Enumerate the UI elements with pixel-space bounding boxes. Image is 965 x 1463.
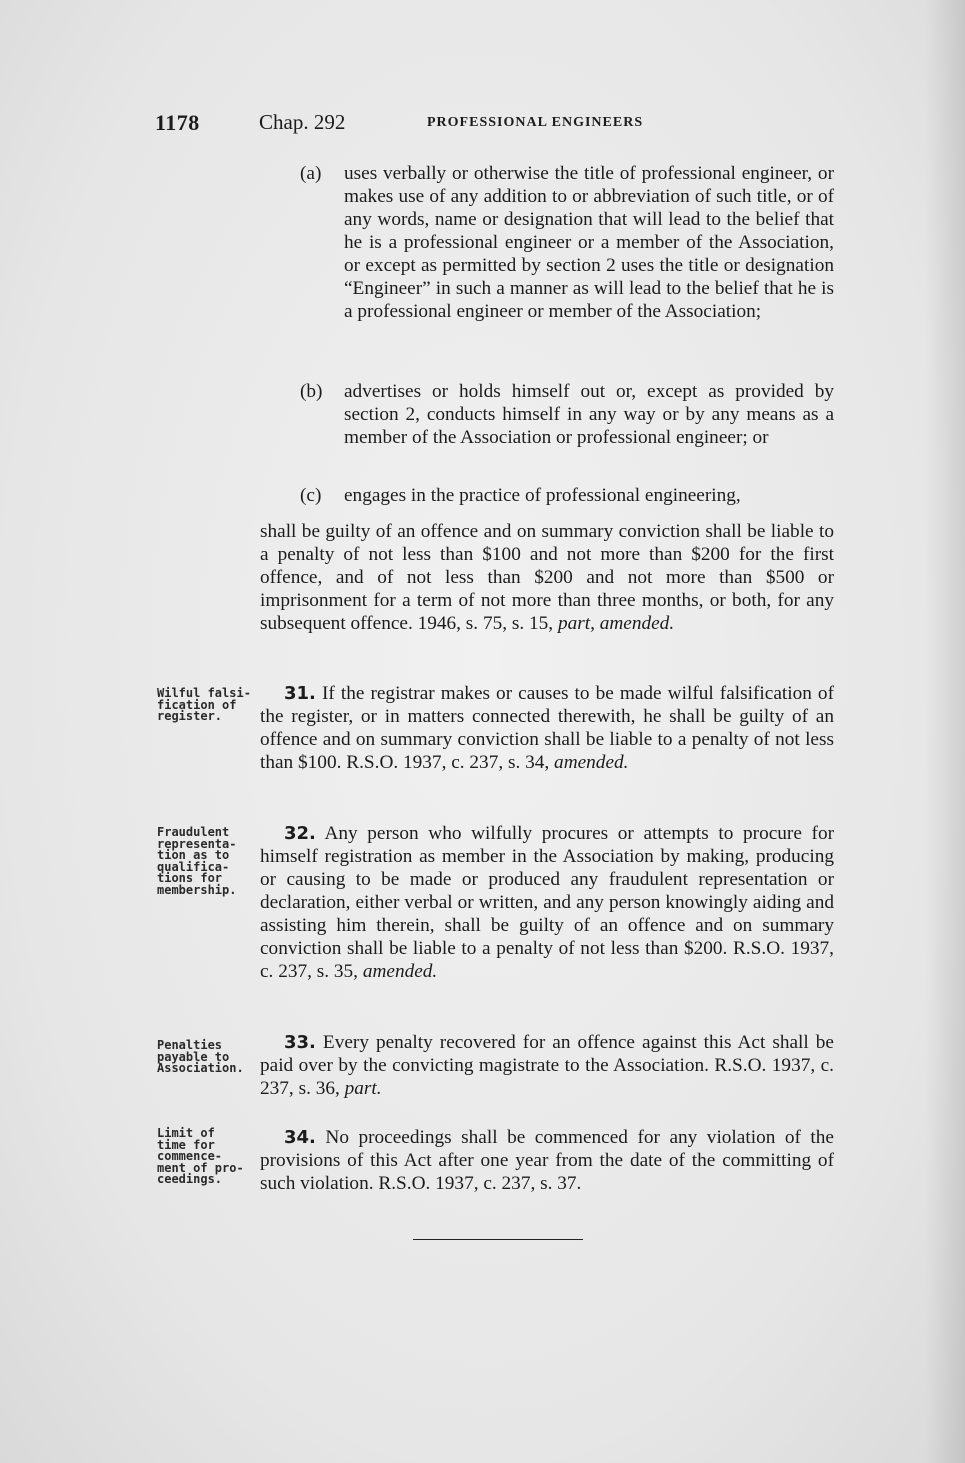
section-33 [260,1031,834,1100]
margin-note-text: Wilful falsi- fication of register. [157,686,251,723]
section-text: No proceedings shall be commenced for any violation of the provisions of this Act after one year from the date of the committing of such violation. R.S.O. 1937, c. 237, s. 37. [260,1127,834,1194]
section-31 [260,682,834,774]
section-citation: amended. [362,961,438,982]
section-number: 31. [284,683,316,704]
clause-label: (b) [300,381,323,402]
running-title: PROFESSIONAL ENGINEERS [427,115,644,130]
margin-note-wilful-falsification [157,688,257,723]
clause-text: uses verbally or otherwise the title of professional engineer, or makes use of any addition to or abbreviation of such title, or of any words, name or designation that will lead to the belief that he is a professional engineer or a member of the Association, or except as permitted by section 2 uses the title or designation “Engineer” in such a manner as will lead to the belief that he is a professional engineer or member of the Association; [344,163,834,322]
penalty-text: shall be guilty of an offence and on summary conviction shall be liable to a penalty of not less than $100 and not more than $200 for the first offence, and of not less than $200 and not more than $500 or imprisonment for a term of not more than three months, or both, for any subsequent offence. 1946, s. 75, s. 15, [260,521,834,634]
penalty-paragraph [260,520,834,635]
section-32 [260,822,834,983]
section-text: Any person who wilfully procures or attempts to procure for himself registration as member in the Association by making, producing or causing to be made or produced any fraudulent representation or declaration, either verbal or written, and any person knowingly aiding and assisting him therein, shall be guilty of an offence and on summary conviction shall be liable to a penalty of not less than $200. R.S.O. 1937, c. 237, s. 35, [260,823,834,982]
chapter-label: Chap. 292 [259,110,346,134]
margin-note-text: Limit of time for commence- ment of pro- ceedings. [157,1126,244,1186]
margin-note-penalties-payable [157,1040,257,1075]
page-edge-shadow [925,0,965,1463]
page-header [155,110,855,140]
section-34 [260,1126,834,1195]
section-text: If the registrar makes or causes to be made wilful falsification of the register, or in matters connected therewith, he shall be guilty of an offence and on summary conviction shall be liable to a penalty of not less than $100. R.S.O. 1937, c. 237, s. 34, [260,683,834,773]
page-number: 1178 [155,110,200,135]
clause-label: (c) [300,485,322,506]
clause-a [300,162,834,323]
penalty-citation: part, amended. [557,613,675,634]
clause-b [300,380,834,449]
margin-note-text: Fraudulent representa- tion as to qualifica- tions for membership. [157,825,237,897]
section-number: 33. [284,1032,316,1053]
margin-note-fraudulent-representation [157,827,257,896]
section-citation: amended. [554,752,629,773]
clause-text: advertises or holds himself out or, except as provided by section 2, conducts himself in any way or by any means as a member of the Association or professional engineer; or [344,381,834,448]
clause-text: engages in the practice of professional engineering, [344,485,741,506]
section-number: 34. [284,1127,316,1148]
clause-c [300,484,834,507]
section-citation: part. [344,1078,382,1099]
margin-note-limit-of-time [157,1128,257,1186]
margin-note-text: Penalties payable to Association. [157,1038,244,1075]
section-text: Every penalty recovered for an offence against this Act shall be paid over by the convicting magistrate to the Association. R.S.O. 1937, c. 237, s. 36, [260,1032,834,1099]
section-end-rule [413,1239,583,1240]
clause-label: (a) [300,163,322,184]
section-number: 32. [284,823,316,844]
